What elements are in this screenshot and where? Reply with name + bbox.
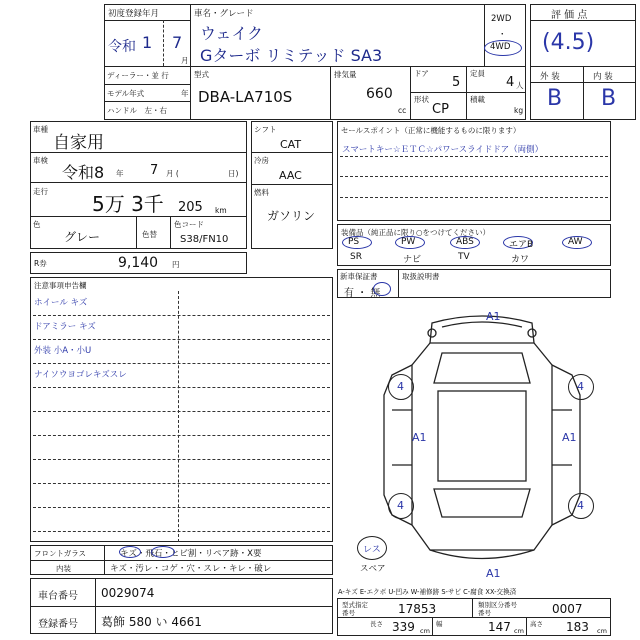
car-outline <box>372 305 592 575</box>
mileage-unit: km <box>215 206 227 215</box>
diagram-mark-wheel-rr: 4 <box>577 499 584 512</box>
shift: CAT <box>280 138 302 151</box>
inspection-day-unit: 日) <box>228 169 239 178</box>
height-label: 高さ <box>530 620 543 628</box>
notes-divider <box>33 507 330 508</box>
notes-line: 外装 小A・小U <box>34 346 92 356</box>
color-label: 色 <box>33 220 41 229</box>
interior-rating: B <box>601 86 617 111</box>
equipment-item: エアB <box>509 240 534 250</box>
equipment-item: ナビ <box>403 255 422 265</box>
equipment-item: AW <box>568 237 583 247</box>
doors: 5 <box>452 75 461 90</box>
notes-divider <box>33 339 330 340</box>
model-year-label: モデル年式 <box>107 89 145 98</box>
drive-dot: ・ <box>498 30 507 40</box>
model-designation-sub: 番号 <box>342 609 355 617</box>
equipment-item: TV <box>458 252 470 262</box>
displacement-label: 排気量 <box>334 70 357 79</box>
notes-section <box>30 277 333 542</box>
inspection-label: 車検 <box>33 156 48 165</box>
first-reg-month-unit: 月 <box>181 56 189 65</box>
load-label: 積載 <box>470 95 485 104</box>
warranty-manual-label: 取扱説明書 <box>402 272 440 281</box>
first-reg-year: 1 <box>142 33 153 52</box>
ac-label: 冷房 <box>254 156 269 165</box>
plate: 葛飾 580 い 4661 <box>101 615 202 629</box>
sales-points-section <box>337 121 611 221</box>
height-unit: cm <box>597 627 607 635</box>
capacity: 4 <box>506 75 515 90</box>
inspection-month-unit: 月 ( <box>166 169 179 178</box>
inspection-year-unit: 年 <box>116 169 124 178</box>
first-reg-label: 初度登録年月 <box>108 9 160 19</box>
capacity-unit: 人 <box>516 81 524 90</box>
equipment-item: SR <box>350 252 362 262</box>
notes-line: ナイソウヨゴレキズスレ <box>34 370 127 380</box>
diagram-mark-wheel-rl: 4 <box>397 499 404 512</box>
fuel-label: 燃料 <box>254 188 269 197</box>
length-unit: cm <box>420 627 430 635</box>
diagram-mark-right: A1 <box>562 431 577 444</box>
width-label: 幅 <box>436 620 443 628</box>
notes-divider <box>33 387 330 388</box>
mileage: 5万 3千 <box>92 192 164 216</box>
spare-circle-text: レス <box>363 545 381 555</box>
notes-label: 注意事項申告欄 <box>34 281 87 290</box>
diagram-mark-wheel-fl: 4 <box>397 380 404 393</box>
notes-line: ホイール キズ <box>34 298 88 308</box>
notes-divider <box>33 483 330 484</box>
drive-4wd: 4WD <box>490 42 511 52</box>
spare-label: スペア <box>360 564 386 574</box>
height: 183 <box>566 620 589 634</box>
notes-divider <box>33 459 330 460</box>
interior-text: キズ・汚レ・コゲ・穴・スレ・キレ・破レ <box>110 564 272 574</box>
sales-points-line1: スマートキー☆ＥＴＣ☆パワースライドドア（両側） <box>342 145 544 155</box>
glass-kizu-circle <box>119 546 141 558</box>
glass-text: キズ・飛石・ヒビ割・リペア跡・X要 <box>120 549 262 559</box>
interior-label: 内装 <box>56 564 71 573</box>
grade: Gターボ リミテッド SA3 <box>200 46 383 65</box>
mileage-sub: 205 <box>178 200 203 215</box>
equipment-item: PW <box>401 237 416 247</box>
equipment-label: 装備品（純正品に限り○をつけてください） <box>341 228 491 237</box>
equipment-item: ABS <box>456 237 474 247</box>
mileage-label: 走行 <box>33 187 48 196</box>
notes-divider <box>33 531 330 532</box>
warranty-new-label: 新車保証書 <box>340 272 378 281</box>
car-name: ウェイク <box>200 24 264 43</box>
inspection-era: 令和8 <box>62 163 105 182</box>
damage-legend: A-キズ E-エクボ U-凹み W-補修跡 S-サビ C-腐食 XX-交換済 <box>338 588 517 596</box>
plate-label: 登録番号 <box>38 619 78 630</box>
load-unit: kg <box>514 106 524 115</box>
door-label: ドア <box>414 69 429 78</box>
first-reg-month: 7 <box>172 33 183 52</box>
category-label: 類別区分番号 <box>478 601 517 609</box>
width: 147 <box>488 620 511 634</box>
fuel: ガソリン <box>267 209 316 223</box>
shape-label: 形状 <box>414 95 429 104</box>
category-sub: 番号 <box>478 609 491 617</box>
handle-label: ハンドル 左・右 <box>107 106 167 115</box>
model: DBA-LA710S <box>198 88 293 106</box>
use: 自家用 <box>53 133 104 153</box>
dealer-label: ディーラー・並 行 <box>107 71 169 80</box>
diagram-mark-front: A1 <box>486 310 501 323</box>
notes-line: ドアミラー キズ <box>34 322 96 332</box>
notes-divider <box>33 315 330 316</box>
color-code-label: 色コード <box>174 220 204 229</box>
car-name-label: 車名・グレード <box>194 9 254 19</box>
notes-divider <box>33 435 330 436</box>
model-designation: 17853 <box>398 602 437 616</box>
inspection-month: 7 <box>150 163 159 178</box>
warranty-value: 有 ・ 無 <box>344 288 381 299</box>
ac: AAC <box>279 169 302 182</box>
recycle-unit: 円 <box>172 260 180 269</box>
score: (4.5) <box>542 30 595 55</box>
model-year-unit: 年 <box>181 89 189 98</box>
color: グレー <box>64 230 101 244</box>
shape: CP <box>432 102 449 117</box>
capacity-label: 定員 <box>470 69 485 78</box>
interior-label: 内 装 <box>593 72 613 82</box>
glass-hiseki-circle <box>151 546 175 558</box>
equipment-item: PS <box>348 237 360 247</box>
equipment-item: カワ <box>511 255 530 265</box>
first-reg-era: 令和 <box>108 39 136 55</box>
width-unit: cm <box>514 627 524 635</box>
glass-label: フロントガラス <box>34 549 87 558</box>
recycle-label: R券 <box>34 259 47 268</box>
diagram-mark-wheel-fr: 4 <box>577 380 584 393</box>
notes-divider <box>33 411 330 412</box>
chassis: 0029074 <box>101 586 155 600</box>
drive-2wd: 2WD <box>491 14 512 24</box>
category: 0007 <box>552 602 583 616</box>
use-label: 車種 <box>33 125 48 134</box>
score-label: 評 価 点 <box>551 10 588 21</box>
exterior-label: 外 装 <box>540 72 560 82</box>
displacement: 660 <box>366 86 393 102</box>
exterior-rating: B <box>547 86 563 111</box>
displacement-unit: cc <box>398 106 407 115</box>
color-code: S38/FN10 <box>180 234 229 245</box>
notes-divider <box>33 363 330 364</box>
model-label: 型式 <box>194 70 209 79</box>
diagram-mark-left: A1 <box>412 431 427 444</box>
warranty-mu-circle <box>373 282 391 296</box>
length: 339 <box>392 620 415 634</box>
sales-points-label: セールスポイント（正常に機能するものに限ります） <box>341 126 521 135</box>
diagram-mark-rear: A1 <box>486 567 501 580</box>
color-change-label: 色替 <box>142 230 157 239</box>
shift-label: シフト <box>254 125 277 134</box>
model-designation-label: 型式指定 <box>342 601 368 609</box>
length-label: 長さ <box>370 620 383 628</box>
recycle: 9,140 <box>118 255 159 271</box>
chassis-label: 車台番号 <box>38 591 78 602</box>
